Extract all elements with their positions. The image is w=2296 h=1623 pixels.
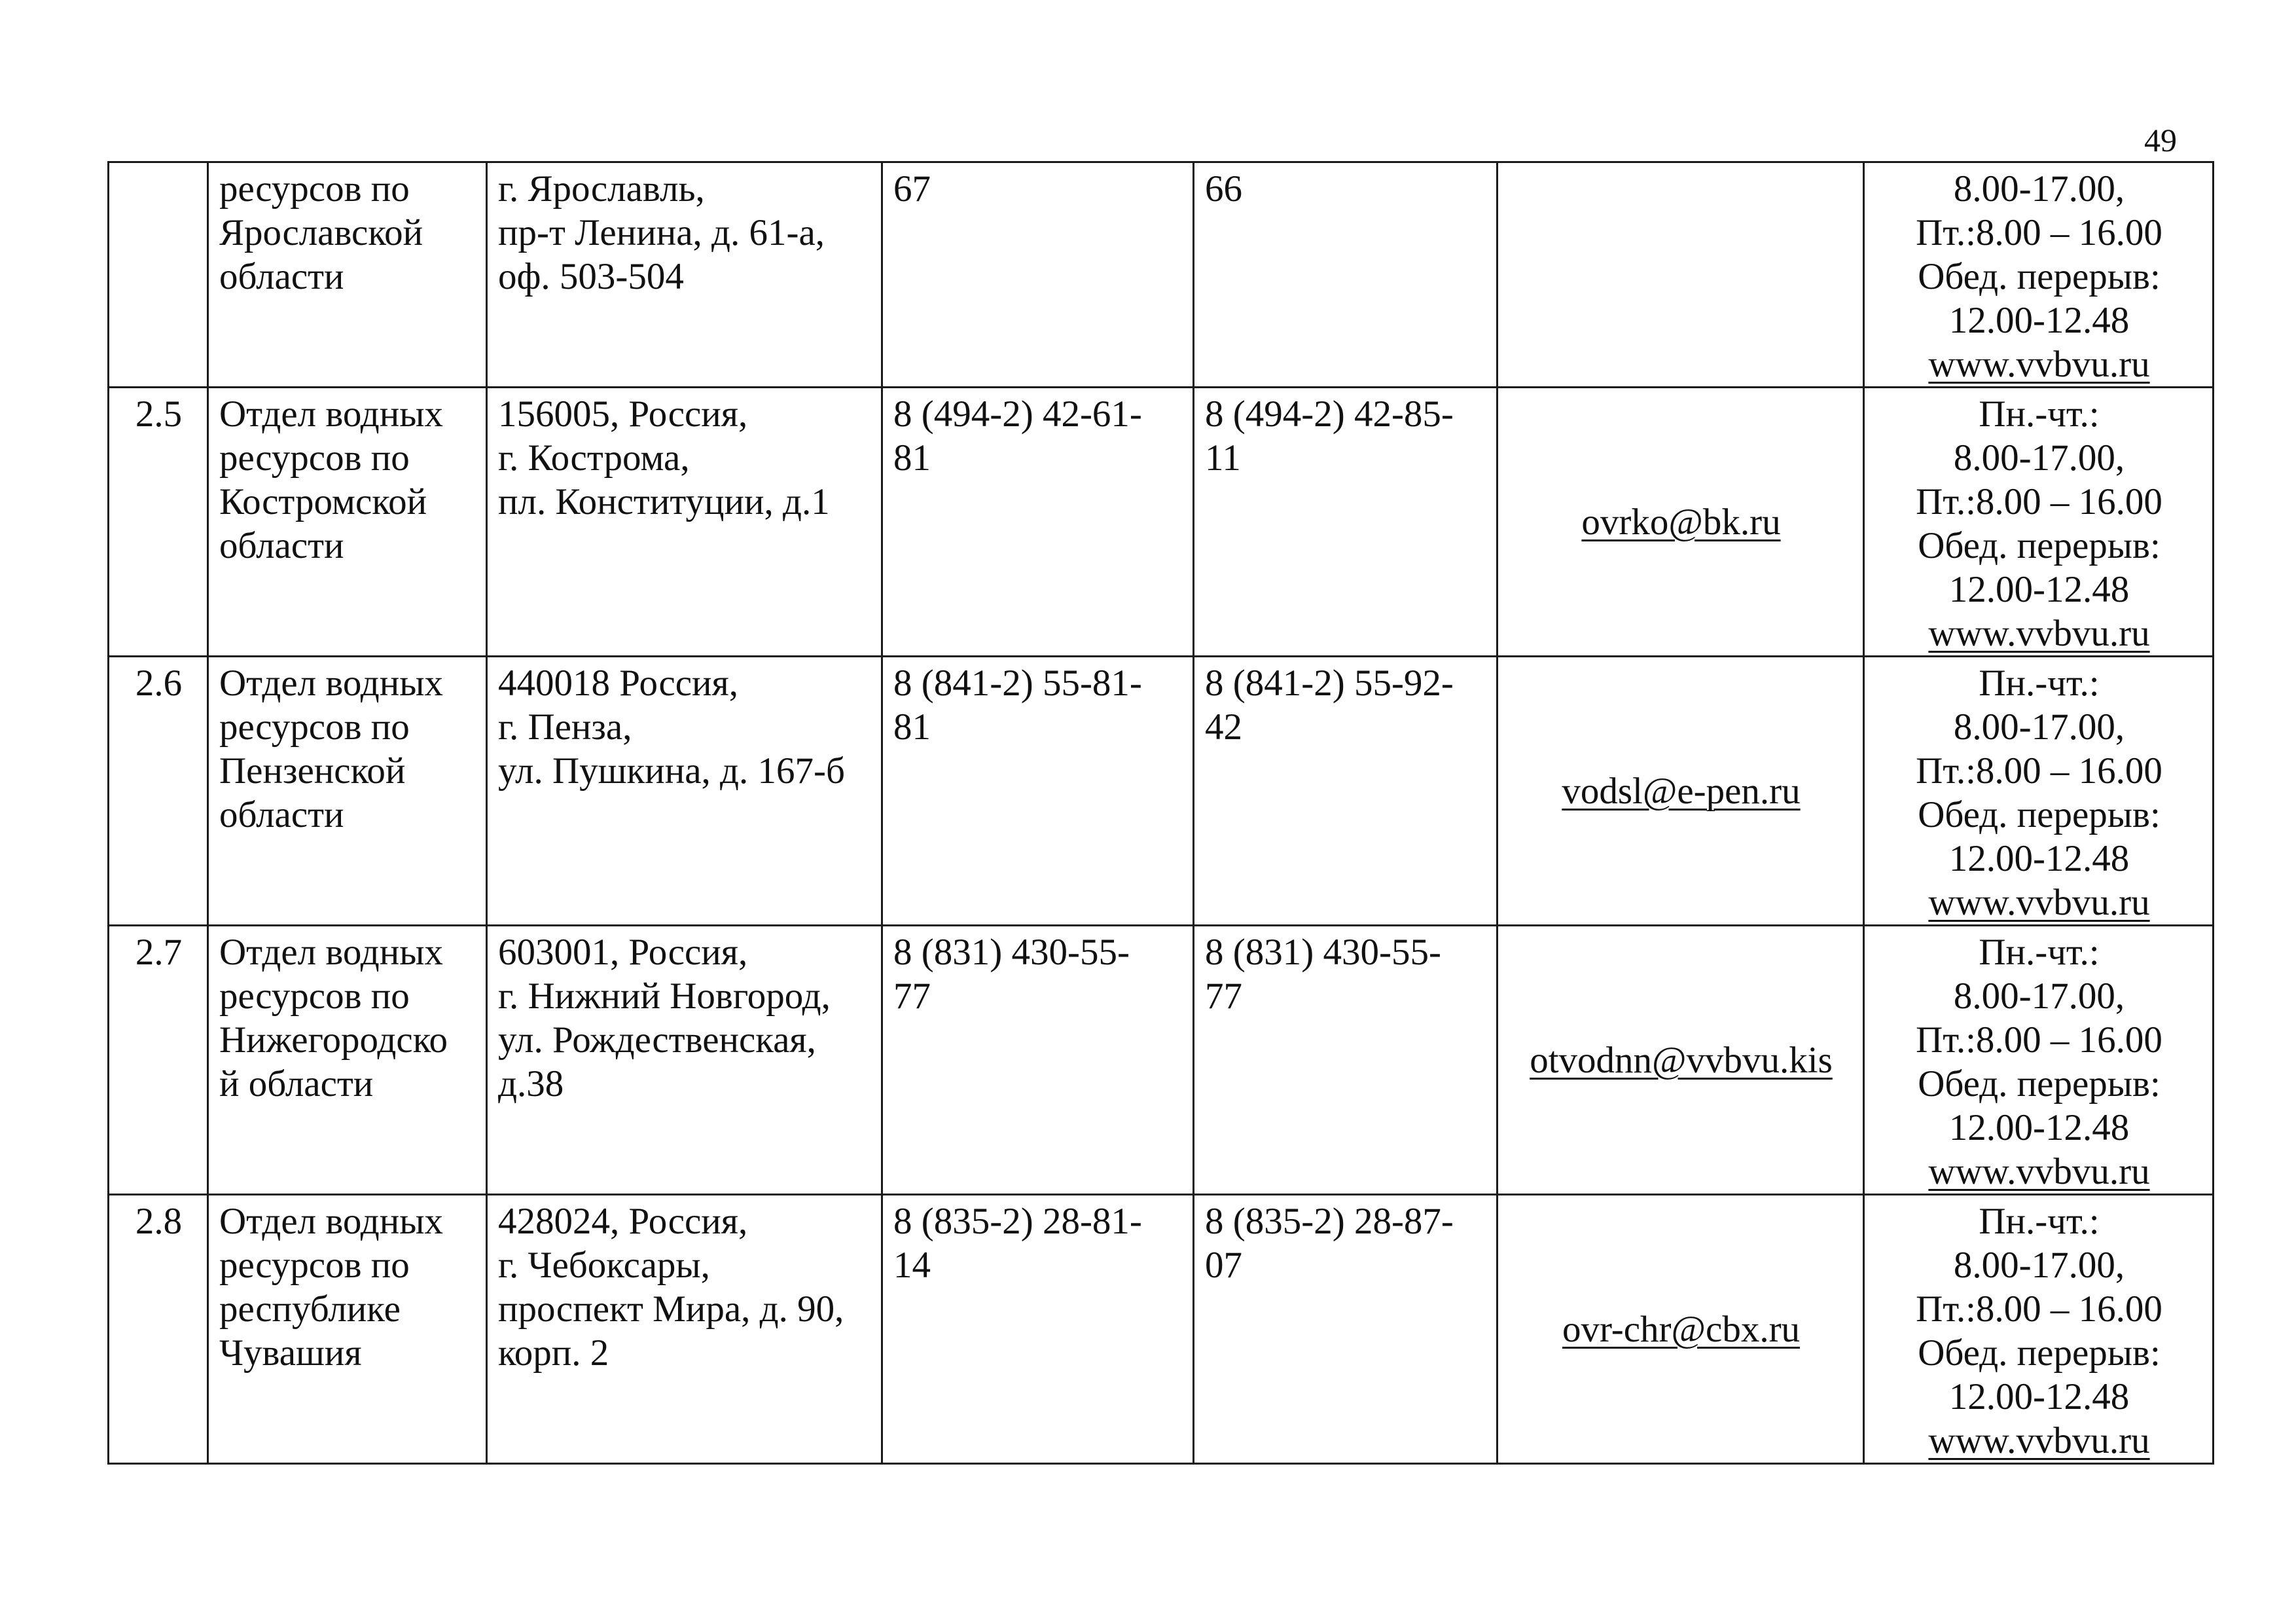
table-row [109, 926, 2214, 1195]
row-number: 2.6 [109, 657, 208, 926]
work-hours: Пн.-чт.: 8.00-17.00, Пт.:8.00 – 16.00 Обед. перерыв: 12.00-12.48 [1916, 393, 2162, 610]
row-number [109, 162, 208, 388]
work-hours-cell [1864, 1195, 2214, 1464]
contacts-table [107, 161, 2214, 1465]
address: 603001, Россия, г. Нижний Новгород, ул. Рождественская, д.38 [487, 926, 882, 1195]
work-hours: 8.00-17.00, Пт.:8.00 – 16.00 Обед. перерыв: 12.00-12.48 [1916, 168, 2162, 341]
address: 428024, Россия, г. Чебоксары, проспект Мира, д. 90, корп. 2 [487, 1195, 882, 1464]
fax: 66 [1194, 162, 1498, 388]
fax: 8 (841-2) 55-92- 42 [1194, 657, 1498, 926]
work-hours-cell [1864, 926, 2214, 1195]
row-number: 2.8 [109, 1195, 208, 1464]
work-hours-cell [1864, 388, 2214, 657]
page-number: 49 [2144, 122, 2177, 158]
phone: 67 [882, 162, 1194, 388]
email-link[interactable]: otvodnn@vvbvu.kis [1530, 1039, 1833, 1081]
website-link[interactable]: www.vvbvu.ru [1928, 344, 2150, 385]
department-name: Отдел водных ресурсов по республике Чувашия [208, 1195, 487, 1464]
table-row [109, 1195, 2214, 1464]
address: г. Ярославль, пр-т Ленина, д. 61-а, оф. 503-504 [487, 162, 882, 388]
table-row [109, 657, 2214, 926]
department-name: Отдел водных ресурсов по Костромской области [208, 388, 487, 657]
work-hours-cell [1864, 162, 2214, 388]
email-cell [1498, 926, 1864, 1195]
website-link[interactable]: www.vvbvu.ru [1928, 882, 2150, 923]
work-hours-cell [1864, 657, 2214, 926]
fax: 8 (835-2) 28-87- 07 [1194, 1195, 1498, 1464]
email-link[interactable]: ovrko@bk.ru [1581, 501, 1781, 543]
department-name: Отдел водных ресурсов по Нижегородско й области [208, 926, 487, 1195]
address: 440018 Россия, г. Пенза, ул. Пушкина, д. 167-б [487, 657, 882, 926]
email-cell [1498, 162, 1864, 388]
table-row [109, 388, 2214, 657]
phone: 8 (831) 430-55- 77 [882, 926, 1194, 1195]
table-row [109, 162, 2214, 388]
work-hours: Пн.-чт.: 8.00-17.00, Пт.:8.00 – 16.00 Обед. перерыв: 12.00-12.48 [1916, 932, 2162, 1148]
email-link[interactable]: vodsl@e-pen.ru [1562, 770, 1801, 812]
work-hours: Пн.-чт.: 8.00-17.00, Пт.:8.00 – 16.00 Обед. перерыв: 12.00-12.48 [1916, 663, 2162, 879]
email-cell [1498, 388, 1864, 657]
work-hours: Пн.-чт.: 8.00-17.00, Пт.:8.00 – 16.00 Обед. перерыв: 12.00-12.48 [1916, 1201, 2162, 1417]
phone: 8 (494-2) 42-61- 81 [882, 388, 1194, 657]
fax: 8 (494-2) 42-85- 11 [1194, 388, 1498, 657]
fax: 8 (831) 430-55- 77 [1194, 926, 1498, 1195]
email-cell [1498, 1195, 1864, 1464]
website-link[interactable]: www.vvbvu.ru [1928, 1420, 2150, 1461]
department-name: Отдел водных ресурсов по Пензенской области [208, 657, 487, 926]
email-link[interactable]: ovr-chr@cbx.ru [1562, 1308, 1801, 1350]
address: 156005, Россия, г. Кострома, пл. Конституции, д.1 [487, 388, 882, 657]
phone: 8 (841-2) 55-81- 81 [882, 657, 1194, 926]
email-cell [1498, 657, 1864, 926]
website-link[interactable]: www.vvbvu.ru [1928, 613, 2150, 654]
department-name: ресурсов по Ярославской области [208, 162, 487, 388]
row-number: 2.5 [109, 388, 208, 657]
phone: 8 (835-2) 28-81- 14 [882, 1195, 1194, 1464]
website-link[interactable]: www.vvbvu.ru [1928, 1151, 2150, 1192]
row-number: 2.7 [109, 926, 208, 1195]
